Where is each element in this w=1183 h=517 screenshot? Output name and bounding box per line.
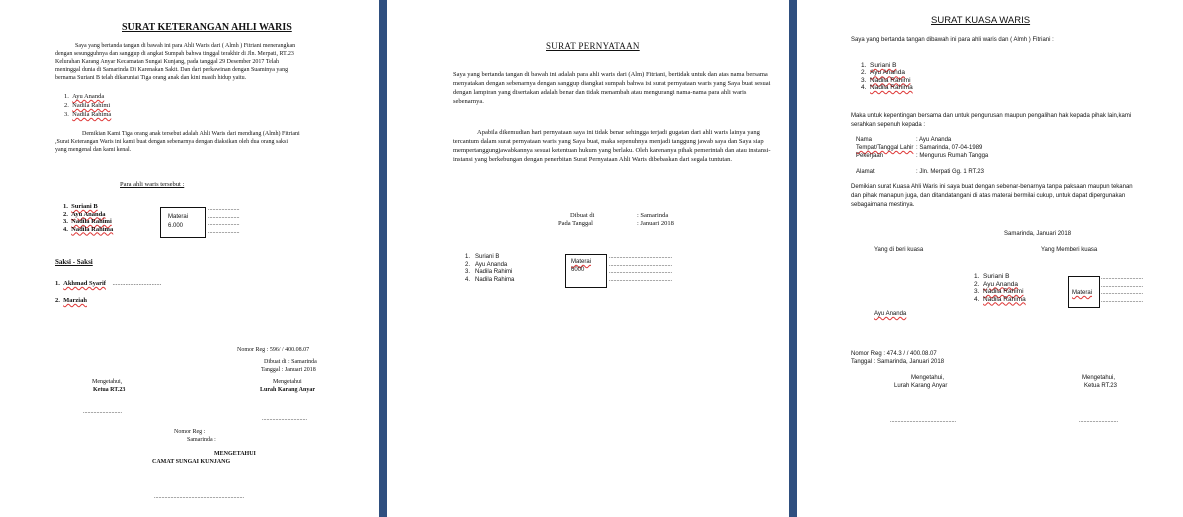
page3-lurah: Lurah Karang Anyar bbox=[894, 383, 948, 389]
page3-grantors-list bbox=[861, 62, 913, 91]
signature-line: ..................... bbox=[208, 221, 240, 227]
page3-closing: Demikian surat Kuasa Ahli Waris ini saya buat dengan sebenar-benarnya tanpa paksaan maupun tekanan dan pihak manapun juga, dan ditandatangani di atas materai bermilai cukup, untuk dapat dipergunakan sebagaimana mestinya. bbox=[851, 184, 1133, 208]
list-item: 4. Nadila Rahima bbox=[465, 277, 515, 284]
page3-receiver-name: Ayu Ananda bbox=[874, 311, 907, 317]
page2-signature-lines bbox=[609, 254, 672, 285]
page1-stamp-box bbox=[160, 207, 206, 238]
signature-line: ..................... bbox=[208, 206, 240, 212]
page1-intro-line-4: meninggal dunia di Samarinda Di Karenakan Sakit. Dan dari perkawinan dengan Suaminya yang bbox=[55, 67, 289, 73]
signature-line: .......................................... bbox=[609, 269, 672, 276]
page1-samarinda2: Samarinda : bbox=[187, 437, 216, 443]
page-surat-pernyataan bbox=[387, 0, 789, 517]
page3-sign-left: ............................................ bbox=[890, 418, 956, 424]
field-row-alamat: Alamat : Jln. Merpati Gg. 1 RT.23 bbox=[856, 169, 984, 175]
page1-mengetahui-center: MENGETAHUI bbox=[214, 451, 256, 457]
page3-place-date: Samarinda, Januari 2018 bbox=[1004, 231, 1072, 237]
list-item: 1. Akhmad Syarif .............................. bbox=[55, 280, 162, 287]
page1-closing-line-3: yang mengenal dan kami kenal. bbox=[55, 147, 132, 153]
list-item: 2. Ayu Ananda bbox=[974, 280, 1018, 288]
page1-camat-sign: ............................................................ bbox=[154, 494, 244, 500]
page1-signature-lines bbox=[208, 206, 240, 236]
page2-tanggal-value: : Januari 2018 bbox=[637, 220, 674, 227]
page3-receiver-label: Yang di beri kuasa bbox=[874, 247, 924, 253]
stamp-label: Materai bbox=[1072, 290, 1093, 296]
stamp-label: Materai bbox=[571, 259, 592, 265]
field-row-ttl: Tempat/Tanggal Lahir : Samarinda, 07-04-1989 bbox=[856, 145, 983, 151]
page2-tanggal-label: Pada Tanggal bbox=[558, 220, 593, 227]
list-item: 2. Nadila Rahimi bbox=[64, 102, 111, 109]
page1-tanggal: Tanggal : Januari 2018 bbox=[261, 367, 316, 373]
page3-purpose: Maka untuk kepentingan bersama dan untuk pengurusan maupun pengalihan hak kepada pihak lain,kami serahkan sepenuh kepada : bbox=[851, 113, 1132, 128]
page1-heirs-heading: Para ahli waris tersebut : bbox=[120, 181, 185, 188]
page3-signers-list bbox=[974, 273, 1026, 303]
page1-camat: CAMAT SUNGAI KUNJANG bbox=[152, 459, 231, 465]
page1-lurah: Lurah Karang Anyar bbox=[260, 387, 316, 393]
list-item: 4. Nadila Rahima bbox=[63, 225, 114, 233]
page3-intro: Saya yang bertanda tangan dibawah ini para ahli waris dan ( Almh ) Fitriani : bbox=[851, 37, 1054, 43]
page1-intro-line-2: dengan sesungguhnya dan sanggup di angkat Sumpah bahwa tinggal terakhir di Jln. Merpati, RT.23 bbox=[55, 51, 294, 57]
list-item: 3. Nadila Rahimi bbox=[465, 269, 513, 276]
page3-ketua: Ketua RT.23 bbox=[1084, 383, 1117, 389]
page3-giver-label: Yang Memberi kuasa bbox=[1041, 247, 1098, 253]
page1-reg-number: Nomor Reg : 596/ / 400.08.07 bbox=[237, 347, 310, 353]
page-surat-kuasa-waris bbox=[797, 0, 1183, 517]
page1-title: SURAT KETERANGAN AHLI WARIS bbox=[122, 22, 292, 33]
page1-intro-line-3: Kelurahan Karang Anyar Kecamatan Sungai Kunjang, pada tanggal 29 Desember 2017 Telah bbox=[55, 59, 280, 65]
list-item: 3. Nadila Rahimi bbox=[974, 288, 1024, 295]
page-gap-1 bbox=[379, 0, 387, 517]
page2-dibuat-value: : Samarinda bbox=[637, 212, 669, 219]
page3-nomor-reg: Nomor Reg : 474.3 / / 400.08.07 bbox=[851, 351, 937, 357]
signature-line: ............................ bbox=[1101, 297, 1143, 304]
list-item: 2. Ayu Ananda bbox=[861, 69, 905, 77]
list-item: 1. Suriani B bbox=[974, 273, 1010, 280]
signature-line: .......................................... bbox=[609, 277, 672, 284]
page-surat-keterangan-ahli-waris bbox=[0, 0, 379, 517]
page3-signature-lines bbox=[1101, 275, 1143, 305]
page2-heirs-list bbox=[465, 254, 514, 285]
page1-sign-left: .......................... bbox=[83, 409, 122, 415]
page3-tanggal: Tanggal : Samarinda, Januari 2018 bbox=[851, 359, 945, 365]
page1-witness-heading: Saksi - Saksi bbox=[55, 258, 93, 266]
page1-children-list bbox=[64, 92, 111, 119]
page2-dibuat-label: Dibuat di bbox=[570, 212, 595, 219]
page3-title: SURAT KUASA WARIS bbox=[931, 15, 1031, 26]
list-item: 2. Ayu Ananda bbox=[465, 261, 508, 268]
page1-intro-line-1: Saya yang bertanda tangan di bawah ini para Ahli Waris dari ( Almh ) Fitriani menerangkan bbox=[75, 43, 296, 49]
list-item: 2. Marziah bbox=[55, 297, 87, 304]
page2-para1: Saya yang bertanda tangan di bawah ini adalah para ahli waris dari (Alm) Fitriani, bertidak untuk dan atas nama bersama menyatakan dengan sebenarnya dengan sanggup diangkat sumpah bahwa isi surat pernyataan waris yang Saya buat sesuai dengan lampiran yang disertakan adalah benar dan tidak menambah atau mengurangi nama-nama para ahli waris sebenarnya. bbox=[453, 71, 771, 105]
list-item: 3. Nadila Rahimi bbox=[63, 218, 112, 225]
page1-sign-right: .............................. bbox=[262, 416, 307, 422]
list-item: 3. Nadila Rahima bbox=[64, 111, 112, 118]
page1-ketua: Ketua RT.23 bbox=[93, 387, 126, 393]
page3-sign-right: .......................... bbox=[1079, 418, 1118, 424]
list-item: 4. Nadila Rahima bbox=[974, 295, 1026, 303]
list-item: 1. Ayu Ananda bbox=[64, 93, 105, 100]
page1-intro-line-5: bernama Suriani B telah dikaruniai Tiga orang anak dan kini masih hidup yaitu. bbox=[55, 75, 247, 81]
stamp-value: 6.000 bbox=[168, 223, 184, 229]
page3-stamp-box bbox=[1068, 276, 1100, 308]
page1-dibuat: Dibuat di : Samarinda bbox=[264, 359, 317, 365]
signature-line: .......................................... bbox=[609, 254, 672, 260]
list-item: 1. Suriani B bbox=[861, 62, 897, 69]
list-item: 2. Ayu Ananda bbox=[63, 210, 106, 218]
page1-heirs-list bbox=[63, 203, 113, 233]
page-gap-2 bbox=[789, 0, 797, 517]
list-item: 4. Nadila Rahima bbox=[861, 83, 913, 91]
list-item: 1. Suriani B bbox=[63, 203, 98, 210]
page2-stamp-box bbox=[565, 254, 607, 288]
stamp-label: Materai bbox=[168, 214, 189, 220]
field-row-nama: Nama : Ayu Ananda bbox=[856, 137, 952, 143]
page2-title: SURAT PERNYATAAN bbox=[546, 41, 640, 51]
page3-mengetahui-left: Mengetahui, bbox=[911, 375, 945, 381]
page1-closing-line-2: ,Surat Keterangan Waris ini kami buat dengan sebenarnya dengan diaksikan oleh dua orang saksi bbox=[55, 139, 289, 145]
stamp-value: 6000 bbox=[571, 267, 585, 273]
signature-line: ............................ bbox=[1101, 290, 1143, 296]
page2-para2: Apabila dikemudian hari pernyataan saya ini tidak benar sehingga terjadi gugatan dari ahli waris lainya yang tercantum dalam surat pernyataan waris yang Saya buat, maka sepenuhnya menjadi tanggung jawab saya dan Saya siap mempertanggungjawabkannya sesuai ketentuan hukum yang berlaku. Oleh karenanya pihak pemerintah dan atau instansi- instansi yang berkebungan dengan penerbitan Surat Pernyataan Ahli Waris dibebaskan dari segala tuntutan. bbox=[453, 129, 771, 163]
signature-line: ..................... bbox=[208, 213, 240, 220]
list-item: 1. Suriani B bbox=[465, 254, 500, 260]
signature-line: .......................................... bbox=[609, 261, 672, 268]
field-row-pekerjaan: Pekerjaan : Mengurus Rumah Tangga bbox=[856, 153, 989, 159]
page1-nomor-reg2: Nomor Reg : bbox=[174, 429, 206, 435]
page3-fields bbox=[856, 136, 988, 176]
signature-line: ............................ bbox=[1101, 282, 1143, 289]
signature-line: ..................... bbox=[208, 228, 240, 235]
list-item: 3. Nadila Rahimi bbox=[861, 76, 911, 84]
page1-mengetahui-left: Mengetahui, bbox=[92, 379, 123, 385]
page3-mengetahui-right: Mengetahui, bbox=[1082, 375, 1116, 381]
signature-line: ............................ bbox=[1101, 275, 1143, 281]
page1-closing-line-1: Demikian Kami Tiga orang anak tersebut adalah Ahli Waris dari mendiang (Almh) Fitriani bbox=[82, 131, 300, 137]
page1-witness-list bbox=[55, 275, 161, 309]
page1-mengetahui-right: Mengetahui bbox=[273, 379, 302, 385]
